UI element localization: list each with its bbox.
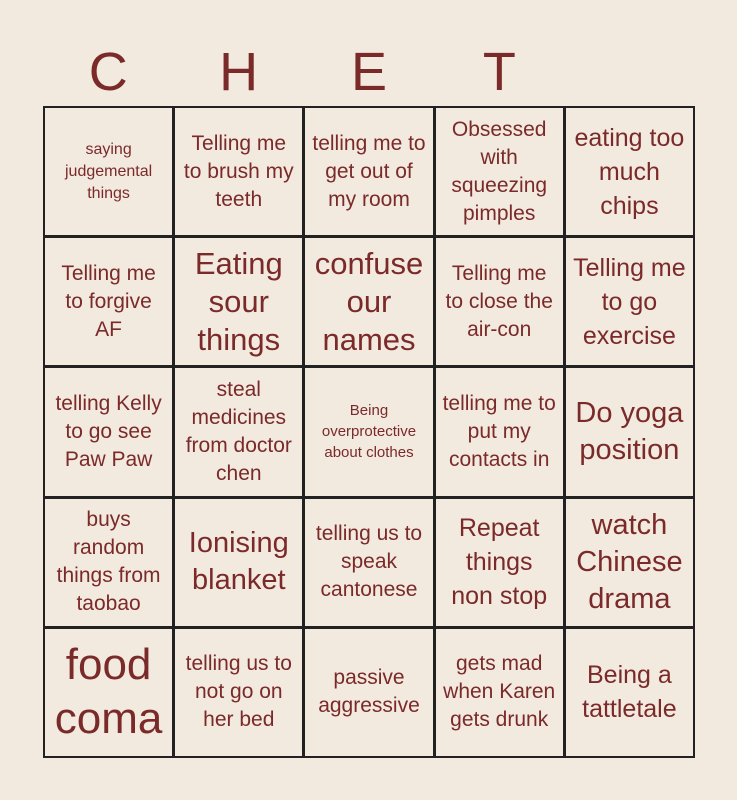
bingo-cell-r1c1[interactable] [45, 108, 172, 235]
header-letter-h: H [219, 42, 259, 102]
bingo-cell-r4c5[interactable] [566, 499, 693, 626]
cell-text: Obsessed with squeezing pimples [451, 117, 548, 225]
cell-text: Telling me to close the air-con [445, 261, 553, 341]
cell-text: telling us to not go on her bed [185, 652, 292, 732]
cell-text: Being a tattletale [582, 661, 677, 724]
cell-text: passive aggressive [318, 666, 420, 718]
cell-text: Do yoga position [575, 396, 684, 466]
bingo-cell-r1c3[interactable] [305, 108, 432, 235]
bingo-cell-r3c2[interactable] [175, 368, 302, 495]
cell-text: Telling me to brush my teeth [183, 131, 294, 211]
bingo-cell-r5c5[interactable] [566, 629, 693, 756]
cell-text: saying judgemental things [65, 140, 153, 202]
bingo-cell-r4c2[interactable] [175, 499, 302, 626]
bingo-cell-r1c5[interactable] [566, 108, 693, 235]
cell-text: watch Chinese drama [576, 508, 683, 615]
bingo-board [43, 106, 695, 758]
bingo-header [43, 42, 695, 102]
bingo-cell-r2c3[interactable] [305, 238, 432, 365]
bingo-cell-r2c5[interactable] [566, 238, 693, 365]
cell-text: steal medicines from doctor chen [185, 377, 292, 485]
cell-text: buys random things from taobao [56, 508, 161, 616]
bingo-cell-r3c3[interactable] [305, 368, 432, 495]
bingo-cell-r5c4[interactable] [436, 629, 563, 756]
cell-text: telling us to speak cantonese [315, 522, 423, 602]
cell-text: food coma [54, 640, 163, 744]
header-letter-e: E [350, 42, 387, 102]
bingo-cell-r5c3[interactable] [305, 629, 432, 756]
cell-text: gets mad when Karen gets drunk [443, 652, 556, 732]
bingo-cell-r3c1[interactable] [45, 368, 172, 495]
cell-text: Eating sour things [194, 245, 283, 357]
cell-text: Telling me to go exercise [573, 253, 686, 350]
cell-text: telling me to put my contacts in [442, 391, 556, 471]
header-letter-t: T [482, 42, 516, 102]
cell-text: Repeat things non stop [451, 514, 548, 611]
bingo-cell-r3c5[interactable] [566, 368, 693, 495]
bingo-cell-r2c2[interactable] [175, 238, 302, 365]
cell-text: Ionising blanket [188, 527, 289, 597]
bingo-cell-r3c4[interactable] [436, 368, 563, 495]
cell-text: Being overprotective about clothes [321, 402, 417, 462]
bingo-cell-r2c1[interactable] [45, 238, 172, 365]
bingo-cell-r4c3[interactable] [305, 499, 432, 626]
header-letter-5 [565, 42, 695, 102]
cell-text: eating too much chips [574, 123, 685, 220]
bingo-cell-r2c4[interactable] [436, 238, 563, 365]
bingo-cell-r5c1[interactable] [45, 629, 172, 756]
bingo-cell-r4c4[interactable] [436, 499, 563, 626]
cell-text: telling Kelly to go see Paw Paw [55, 391, 162, 471]
header-letter-c: C [88, 42, 128, 102]
bingo-cell-r4c1[interactable] [45, 499, 172, 626]
cell-text: telling me to get out of my room [312, 131, 426, 211]
bingo-cell-r1c4[interactable] [436, 108, 563, 235]
bingo-cell-r1c2[interactable] [175, 108, 302, 235]
bingo-cell-r5c2[interactable] [175, 629, 302, 756]
cell-text: confuse our names [314, 245, 424, 357]
cell-text: Telling me to forgive AF [61, 261, 156, 341]
